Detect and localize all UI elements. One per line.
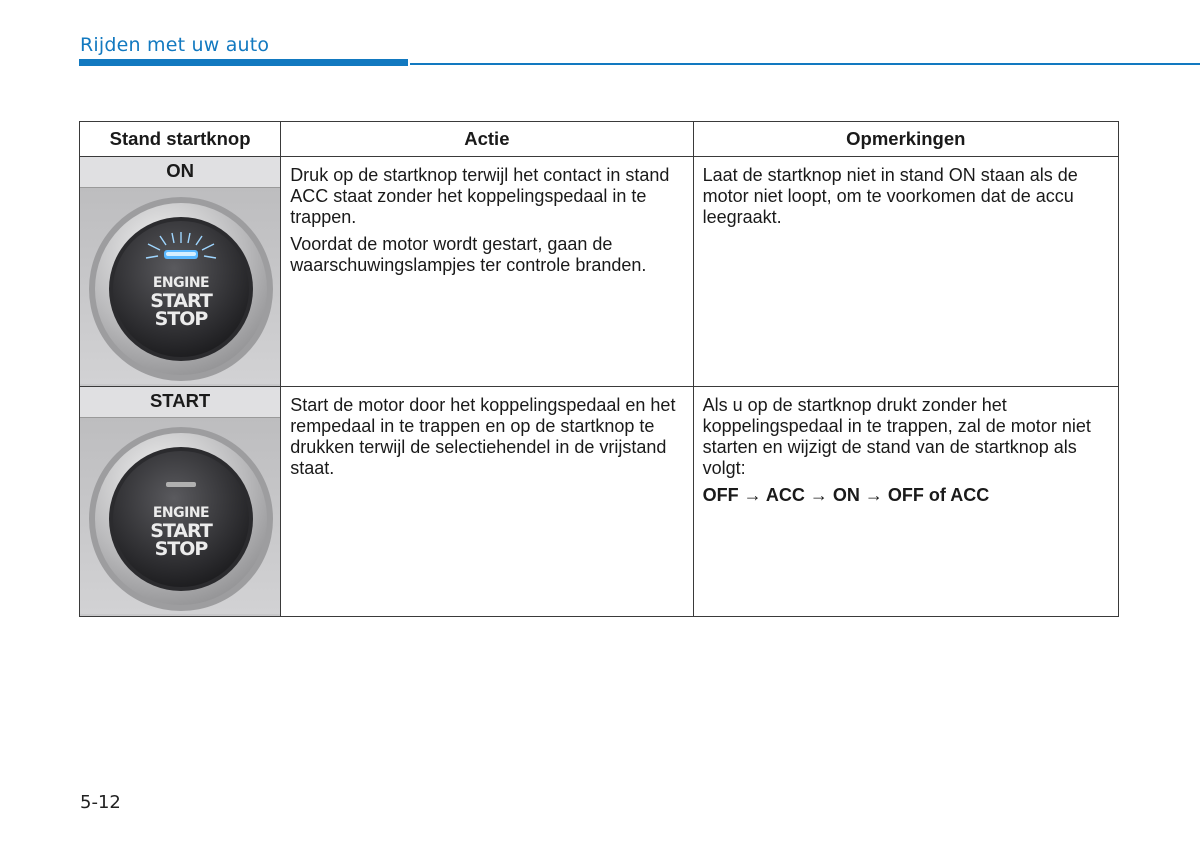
action-cell-start — [281, 387, 693, 617]
action-text: Voordat de motor wordt gestart, gaan de waarschuwingslampjes ter controle branden. — [290, 234, 647, 275]
section-title: Rijden met uw auto — [80, 34, 270, 56]
mode-cell-on — [80, 157, 281, 387]
mode-label: ON — [80, 157, 280, 188]
header-rule-thick — [79, 59, 408, 66]
action-cell-on — [281, 157, 693, 387]
start-button-positions-table — [79, 121, 1119, 617]
action-text: Druk op de startknop terwijl het contact in stand ACC staat zonder het koppelingspedaal in te trappen. — [290, 165, 670, 227]
indicator-off-icon — [166, 482, 196, 487]
button-text-stop: STOP — [154, 538, 208, 560]
action-text: Start de motor door het koppelingspedaal en het rempedaal in te trappen en op de startknop te drukken terwijl de selectiehendel in de vrijstand staat. — [290, 395, 676, 478]
remarks-text: Laat de startknop niet in stand ON staan als de motor niet loopt, om te voorkomen dat de accu leegraakt. — [702, 165, 1078, 227]
engine-start-stop-button-start-image — [80, 418, 280, 614]
button-text-start: START — [150, 290, 212, 312]
engine-start-stop-button-on-image — [80, 188, 280, 384]
button-label-group — [150, 505, 213, 560]
button-text-stop: STOP — [154, 308, 208, 330]
remarks-cell-start — [693, 387, 1118, 617]
table-header-row — [80, 122, 1119, 157]
button-text-engine: ENGINE — [152, 505, 210, 521]
button-text-engine: ENGINE — [152, 275, 210, 291]
header-rule-thin — [410, 63, 1200, 65]
mode-cell-start — [80, 387, 281, 617]
remarks-cell-on — [693, 157, 1118, 387]
button-state-sequence: OFF → ACC → ON → OFF of ACC — [702, 485, 990, 505]
table-row — [80, 387, 1119, 617]
button-text-start: START — [150, 520, 212, 542]
mode-label: START — [80, 387, 280, 418]
table-row — [80, 157, 1119, 387]
column-header-action: Actie — [281, 122, 693, 157]
column-header-position: Stand startknop — [80, 122, 281, 157]
remarks-text: Als u op de startknop drukt zonder het koppelingspedaal in te trappen, zal de motor niet starten en wijzigt de stand van de startknop als volgt: — [702, 395, 1091, 478]
button-label-group — [150, 275, 213, 330]
column-header-remarks: Opmerkingen — [693, 122, 1118, 157]
page-number: 5-12 — [80, 792, 121, 813]
